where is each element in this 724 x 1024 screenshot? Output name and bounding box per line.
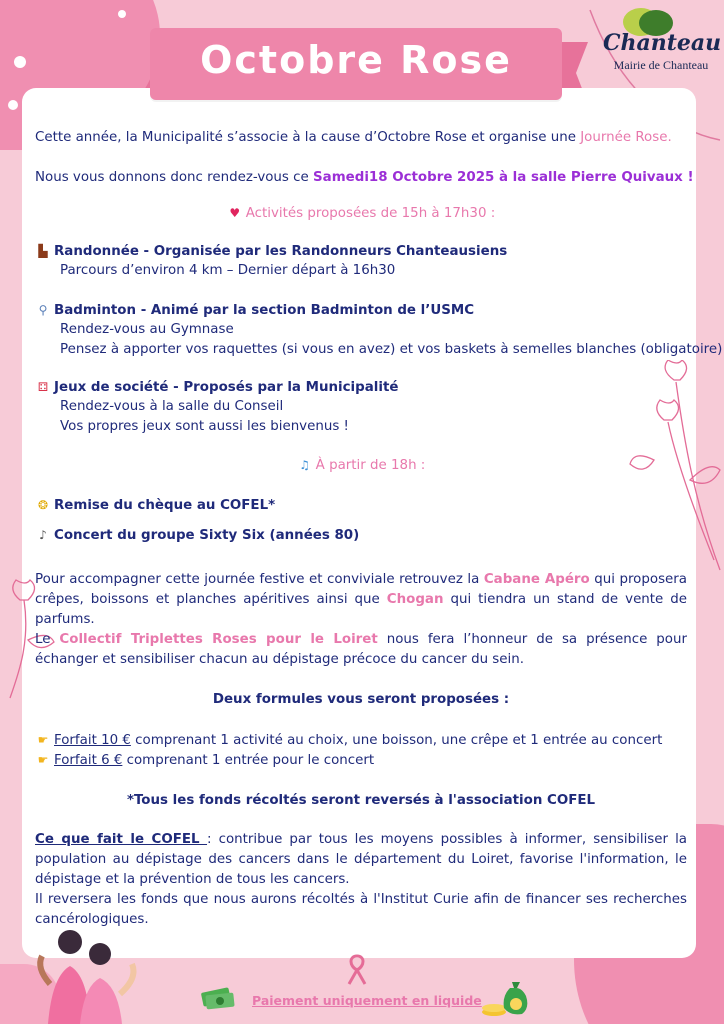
evening-item — [35, 525, 359, 546]
pointing-hand-icon: ☛ — [37, 753, 49, 767]
evening-heading-text: À partir de 18h : — [315, 458, 426, 473]
pointing-hand-icon: ☛ — [37, 733, 49, 747]
cofel-text-2: Il reversera les fonds que nous aurons récoltés à l'Institut Curie afin de financer ses recherches cancérologiques. — [35, 892, 687, 927]
intro-line-1 — [35, 128, 672, 148]
hiking-boot-icon: ▙ — [38, 244, 48, 258]
formula-text: comprenant 1 entrée pour le concert — [122, 753, 375, 768]
intro-text: Cette année, la Municipalité s’associe à la cause d’Octobre Rose et organise une — [35, 130, 581, 145]
cofel-paragraph — [35, 830, 687, 890]
evening-item — [35, 495, 275, 516]
paragraph-cabane — [35, 570, 687, 630]
dice-icon: ⚃ — [37, 380, 49, 394]
page-title: Octobre Rose — [200, 38, 512, 82]
badminton-icon: ⚲ — [38, 303, 48, 317]
activity-detail: Rendez-vous au Gymnase — [60, 322, 234, 337]
music-notes-icon: ♫ — [299, 458, 311, 472]
activity-detail: Parcours d’environ 4 km – Dernier départ à 16h30 — [60, 263, 396, 278]
activity-detail: Rendez-vous à la salle du Conseil — [60, 399, 284, 414]
activity-title — [35, 377, 398, 398]
formula-item — [35, 730, 662, 751]
logo-subtitle: Mairie de Chanteau — [613, 58, 709, 72]
funds-note: *Tous les fonds récoltés seront reversés à l'association COFEL — [126, 793, 596, 808]
paragraph-text: Le — [35, 632, 60, 647]
decor-dot — [8, 100, 18, 110]
formula-text: comprenant 1 activité au choix, une boisson, une crêpe et 1 entrée au concert — [130, 733, 663, 748]
event-date-highlight: Samedi18 Octobre 2025 à la salle Pierre Quivaux ! — [313, 170, 694, 185]
banknotes-icon — [200, 984, 236, 1012]
activities-heading — [35, 203, 687, 224]
cofel-label: Ce que fait le COFEL — [35, 832, 208, 847]
payment-note: Paiement uniquement en liquide — [252, 993, 482, 1008]
decor-dot — [14, 56, 26, 68]
activity-title — [35, 300, 474, 321]
evening-item-text: Remise du chèque au COFEL* — [54, 498, 276, 513]
cabane-apero-highlight: Cabane Apéro — [483, 572, 590, 587]
paragraph-collectif — [35, 630, 687, 670]
formula-item — [35, 750, 374, 771]
intro-text: . — [667, 130, 672, 145]
guitar-icon: ♪ — [39, 528, 47, 542]
formula-label: Forfait 10 € — [54, 733, 131, 748]
heart-icon: ♥ — [229, 206, 241, 220]
activity-title-text: Jeux de société - Proposés par la Municipalité — [54, 380, 399, 395]
evening-heading — [35, 455, 687, 476]
title-ribbon — [150, 28, 562, 100]
activity-title-text: Badminton - Animé par la section Badminton de l’USMC — [54, 303, 475, 318]
collectif-highlight: Collectif Triplettes Roses pour le Loiret — [59, 632, 378, 647]
women-illustration-icon — [28, 920, 148, 1024]
paragraph-text: qui tiendra un stand de vente de parfums. — [35, 592, 688, 627]
paragraph-text: Pour accompagner cette journée festive et conviviale retrouvez la — [35, 572, 484, 587]
intro-text: Nous vous donnons donc rendez-vous ce — [35, 170, 314, 185]
ribbon-icon: ❂ — [37, 498, 49, 512]
logo-name: Chanteau — [603, 30, 722, 56]
chogan-highlight: Chogan — [386, 592, 444, 607]
activity-detail: Vos propres jeux sont aussi les bienvenus ! — [60, 419, 349, 434]
decor-dot — [118, 10, 126, 18]
journee-rose-highlight: Journée Rose — [580, 130, 668, 145]
activity-detail: Pensez à apporter vos raquettes (si vous en avez) et vos baskets à semelles blanches (obligatoire) — [60, 342, 723, 357]
activity-title-text: Randonnée - Organisée par les Randonneurs Chanteausiens — [54, 244, 508, 259]
activities-heading-text: Activités proposées de 15h à 17h30 : — [245, 206, 496, 221]
chanteau-logo — [603, 6, 722, 76]
money-bag-icon — [480, 978, 532, 1018]
formula-label: Forfait 6 € — [54, 753, 123, 768]
evening-item-text: Concert du groupe Sixty Six (années 80) — [54, 528, 360, 543]
formulas-heading: Deux formules vous seront proposées : — [212, 692, 510, 707]
activity-title — [35, 241, 507, 262]
paragraph-text: nous fera l’honneur de sa présence pour échanger et sensibiliser chacun au dépistage précoce du cancer du sein. — [35, 632, 687, 667]
paragraph-text: qui proposera crêpes, boissons et planches apéritives ainsi que — [35, 572, 687, 607]
intro-line-2 — [35, 168, 694, 188]
cofel-text: : contribue par tous les moyens possibles à informer, sensibiliser la population au dépistage des cancers dans le département du Loiret, favorise l'information, le dépistage et la prévention de tous les cancers. — [35, 832, 687, 887]
pink-ribbon-icon — [345, 954, 369, 986]
